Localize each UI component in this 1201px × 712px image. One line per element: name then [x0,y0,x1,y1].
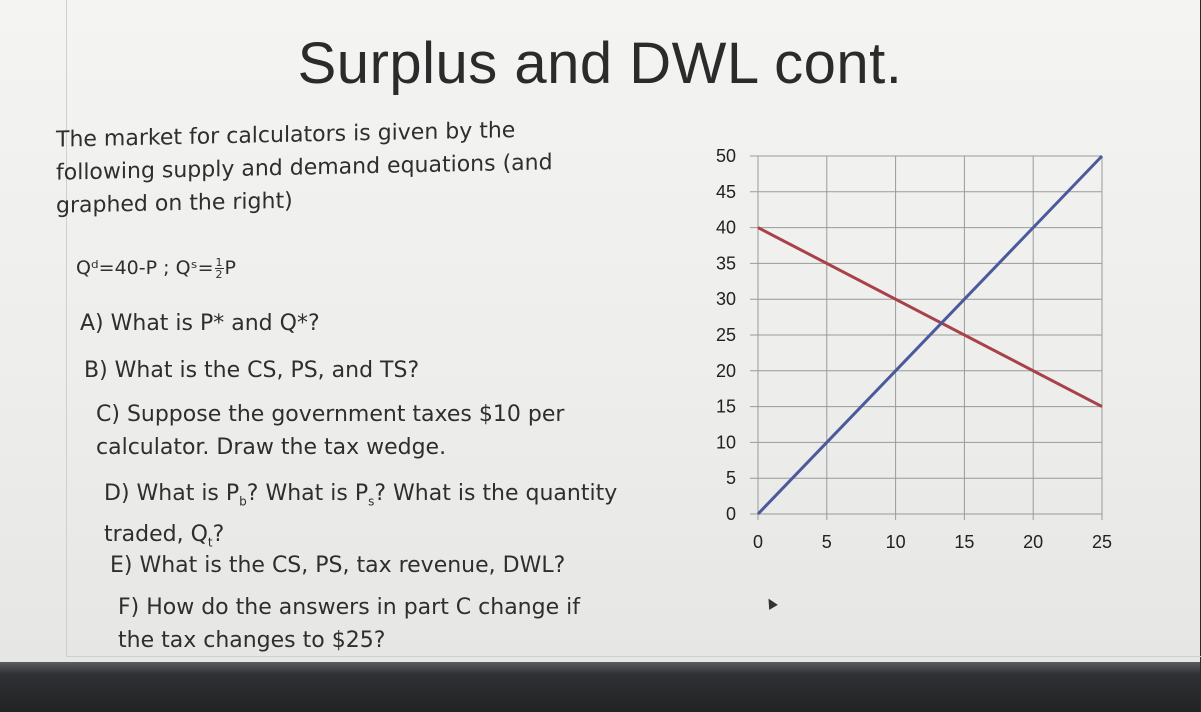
question-d-part4: ? [212,522,225,548]
fraction-numerator: 1 [215,256,223,269]
equations [76,252,236,285]
x-tick-label: 25 [1091,532,1113,552]
y-tick-label: 25 [715,325,736,345]
y-tick-label: 35 [715,253,736,274]
question-d-sub-t: t [207,535,213,550]
x-tick-label: 15 [954,532,975,552]
question-d-part2: ? What is P [246,481,369,506]
intro-text: The market for calculators is given by the following supply and demand equations (and graphed on the right) [56,118,553,219]
question-d-part1: D) What is P [104,481,240,506]
y-tick-label: 20 [715,360,736,381]
supply-equation-prefix: Qˢ= [175,257,214,279]
y-tick-label: 5 [725,468,736,489]
supply-equation [176,257,236,279]
demand-line [758,228,1102,407]
supply-equation-var: P [224,257,236,279]
slide-title: Surplus and DWL cont. [297,31,903,96]
demand-equation: Qᵈ=40-P ; [76,257,170,279]
x-tick-label: 0 [752,532,764,552]
fraction-denominator: 2 [215,268,223,281]
x-tick-label: 10 [885,532,906,552]
y-tick-label: 40 [715,217,736,238]
x-tick-label: 5 [821,532,832,552]
x-tick-label: 20 [1023,532,1044,552]
y-tick-label: 10 [715,432,736,453]
y-tick-label: 45 [715,181,736,202]
y-tick-label: 0 [725,504,736,524]
question-b: B) What is the CS, PS, and TS? [84,358,420,383]
question-f: F) How do the answers in part C change if the tax changes to $25? [118,595,580,653]
question-d-part3: ? What is the quantity traded, Q [104,481,618,548]
y-tick-label: 30 [715,289,736,310]
monitor-bezel [0,662,1200,712]
question-d-sub-s: s [368,494,375,509]
y-tick-label: 50 [715,146,736,166]
one-half-fraction [215,257,224,280]
supply-demand-chart [690,140,1113,570]
y-tick-label: 15 [715,396,736,417]
question-e: E) What is the CS, PS, tax revenue, DWL? [110,553,566,578]
question-d [104,477,624,560]
question-c: C) Suppose the government taxes $10 per calculator. Draw the tax wedge. [96,402,565,460]
question-a: A) What is P* and Q*? [80,311,320,336]
question-d-sub-b: b [239,494,247,509]
